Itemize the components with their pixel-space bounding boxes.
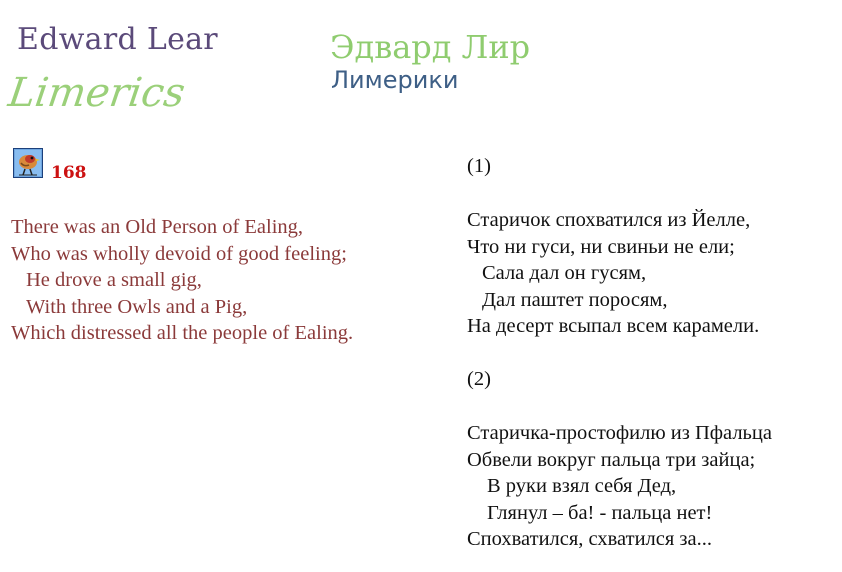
poem-line: Сала дал он гусям, xyxy=(482,262,647,284)
poem-line: Что ни гуси, ни свиньи не ели; xyxy=(467,235,735,258)
poem-line: Дал паштет поросям, xyxy=(482,288,668,311)
poem-line: With three Owls and a Pig, xyxy=(26,295,248,318)
russian-translation-1 xyxy=(467,207,759,340)
bird-icon xyxy=(13,148,43,178)
poem-line: Who was wholly devoid of good feeling; xyxy=(11,242,347,265)
subtitle-russian: Лимерики xyxy=(331,66,459,94)
poem-line: Which distressed all the people of Ealing. xyxy=(11,322,354,344)
poem-line: There was an Old Person of Ealing, xyxy=(11,216,304,238)
russian-translation-2 xyxy=(467,420,772,553)
poem-line: He drove a small gig, xyxy=(26,269,202,291)
translation-label: (1) xyxy=(467,155,491,177)
translation-label: (2) xyxy=(467,368,491,390)
author-name-english: Edward Lear xyxy=(17,22,218,57)
poem-line: Старичка-простофилю из Пфальца xyxy=(467,422,772,444)
poem-line: В руки взял себя Дед, xyxy=(487,475,677,497)
author-name-russian: Эдвард Лир xyxy=(330,28,531,66)
subtitle-english: Limerics xyxy=(5,70,188,116)
english-limerick xyxy=(11,214,353,347)
poem-line: На десерт всыпал всем карамели. xyxy=(467,315,760,337)
poem-line: Старичок спохватился из Йелле, xyxy=(467,209,751,231)
poem-line: Обвели вокруг пальца три зайца; xyxy=(467,448,756,471)
limerick-number: 168 xyxy=(51,163,87,183)
poem-line: Глянул – ба! - пальца нет! xyxy=(487,501,713,524)
poem-line: Спохватился, схватился за... xyxy=(467,528,712,550)
